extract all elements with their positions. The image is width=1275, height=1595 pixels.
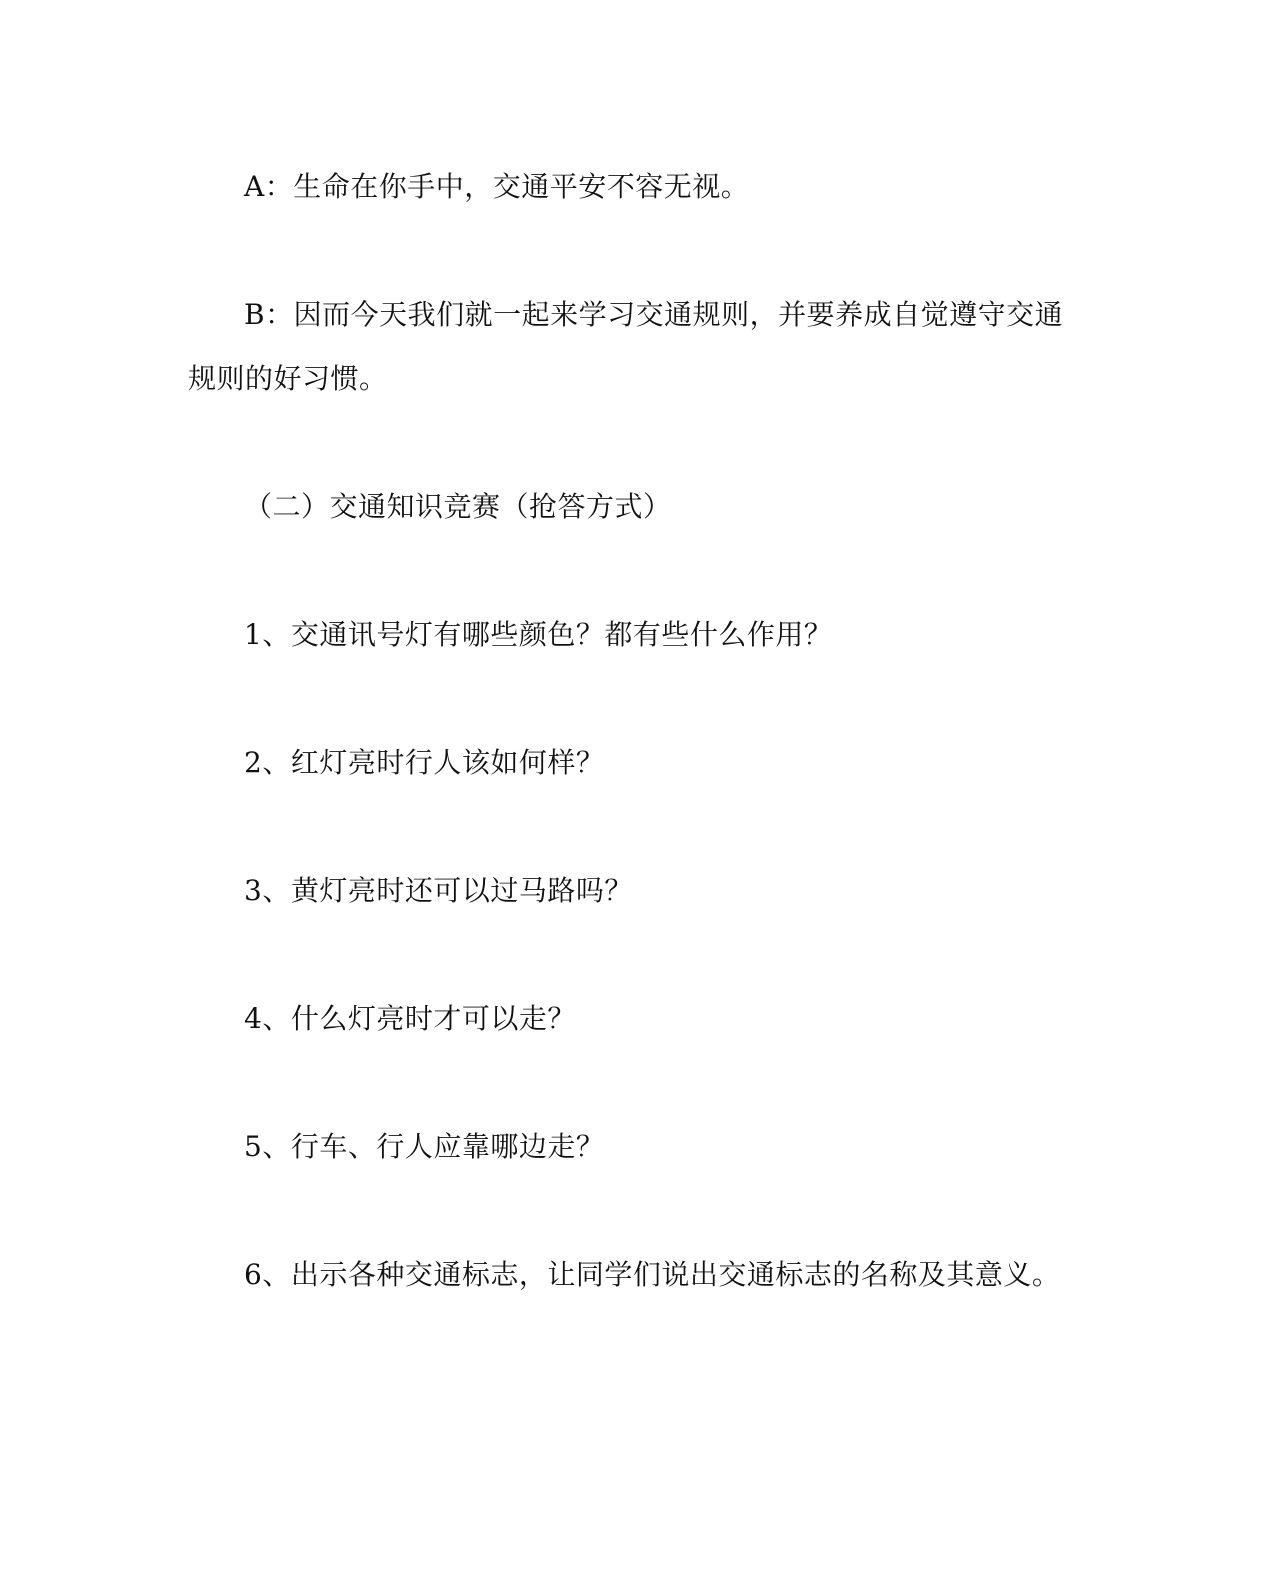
- section-heading: （二）交通知识竞赛（抢答方式）: [244, 490, 672, 523]
- dialogue-line-a: A：生命在你手中，交通平安不容无视。: [244, 170, 750, 203]
- question-5: 5、行车、行人应靠哪边走？: [244, 1130, 605, 1163]
- dialogue-line-b: B：因而今天我们就一起来学习交通规则，并要养成自觉遵守交通规则的好习惯。: [188, 298, 1064, 395]
- question-3: 3、黄灯亮时还可以过马路吗？: [244, 874, 633, 907]
- question-2: 2、红灯亮时行人该如何样？: [244, 746, 605, 779]
- question-4: 4、什么灯亮时才可以走？: [244, 1002, 576, 1035]
- question-1: 1、交通讯号灯有哪些颜色？都有些什么作用？: [244, 618, 833, 651]
- question-6: 6、出示各种交通标志，让同学们说出交通标志的名称及其意义。: [244, 1258, 1061, 1291]
